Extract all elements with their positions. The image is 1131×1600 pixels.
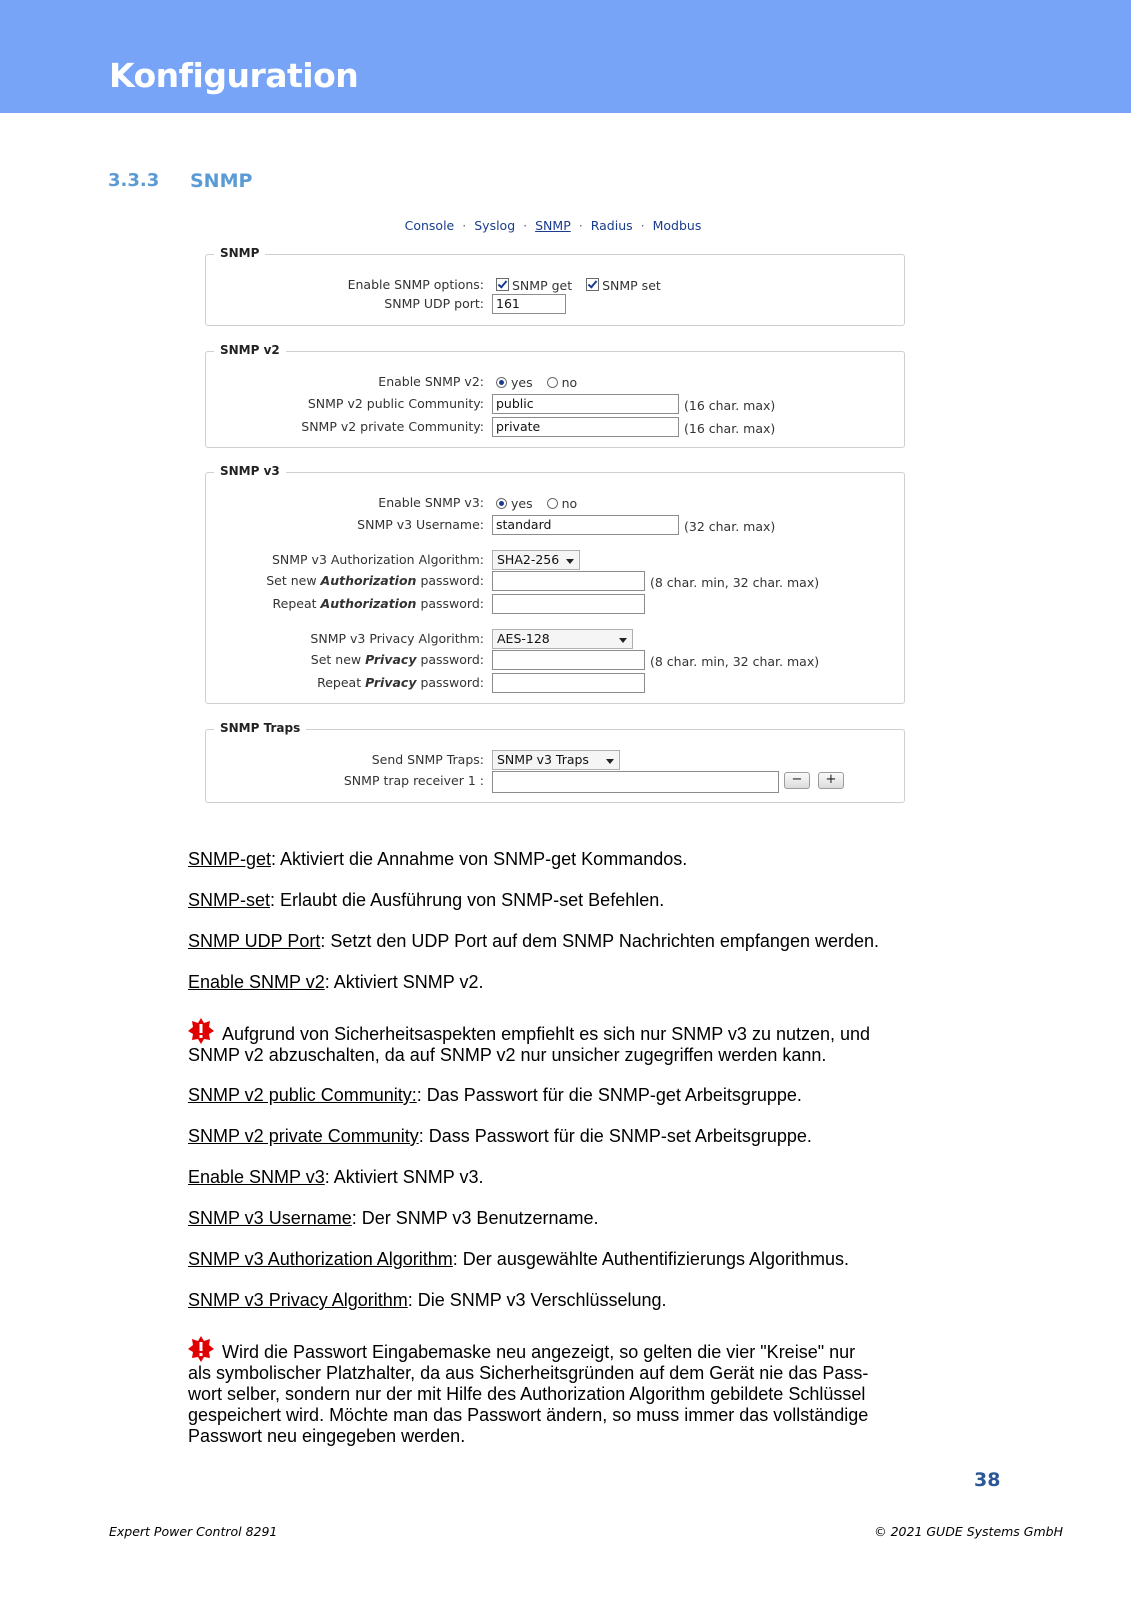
- v3-username-hint: (32 char. max): [684, 519, 776, 534]
- v2-yes-label: yes: [511, 375, 533, 390]
- add-receiver-button[interactable]: +: [818, 772, 844, 789]
- warning-v2: Aufgrund von Sicherheitsaspekten empfiehlt es sich nur SNMP v3 zu nutzen, und SNMP v2 abzuschalten, da auf SNMP v2 nur unsicher zugegriffen werden kann.: [188, 1018, 918, 1066]
- v2-public-input[interactable]: public: [492, 394, 679, 414]
- chevron-down-icon: [619, 638, 627, 643]
- paragraph-enable-v3: Enable SNMP v3: Aktiviert SNMP v3.: [188, 1167, 484, 1187]
- snmp-set-checkbox[interactable]: [586, 278, 599, 291]
- enable-v2-label: Enable SNMP v2:: [378, 374, 484, 389]
- warning-icon: [188, 1336, 214, 1362]
- v3-priv-alg-select[interactable]: [492, 629, 633, 649]
- paragraph-enable-v2: Enable SNMP v2: Aktiviert SNMP v2.: [188, 972, 484, 992]
- v2-yes-radio[interactable]: [496, 377, 507, 388]
- paragraph-v3-auth-alg: SNMP v3 Authorization Algorithm: Der ausgewählte Authentifizierungs Algorithmus.: [188, 1249, 850, 1269]
- v3-priv-alg-value: AES-128: [497, 631, 550, 646]
- snmp-get-label: SNMP get: [512, 278, 573, 293]
- snmp-config-screenshot: [200, 210, 906, 825]
- warning-icon: [188, 1018, 214, 1044]
- send-traps-select[interactable]: [492, 750, 620, 770]
- paragraph-v3-username: SNMP v3 Username: Der SNMP v3 Benutzername.: [188, 1208, 599, 1228]
- v2-private-hint: (16 char. max): [684, 421, 776, 436]
- v3-set-priv-label: Set new Privacy password:: [310, 652, 484, 667]
- paragraph-v2-private: SNMP v2 private Community: Dass Passwort für die SNMP-set Arbeitsgruppe.: [188, 1126, 812, 1146]
- trap-receiver-input[interactable]: [492, 771, 779, 793]
- v3-no-radio[interactable]: [547, 498, 558, 509]
- v3-repeat-priv-label: Repeat Privacy password:: [317, 675, 484, 690]
- chevron-down-icon: [566, 559, 574, 564]
- udp-port-input[interactable]: 161: [492, 294, 566, 314]
- v3-repeat-priv-input[interactable]: [492, 673, 645, 693]
- snmp-set-label: SNMP set: [602, 278, 661, 293]
- v3-set-auth-label: Set new Authorization password:: [266, 573, 484, 588]
- chevron-down-icon: [606, 759, 614, 764]
- v3-auth-hint: (8 char. min, 32 char. max): [650, 575, 820, 590]
- enable-snmp-options-label: Enable SNMP options:: [347, 277, 484, 292]
- v3-username-label: SNMP v3 Username:: [357, 517, 484, 532]
- section-number: 3.3.3: [108, 170, 160, 191]
- footer-product: Expert Power Control 8291: [109, 1524, 278, 1539]
- config-nav: Console · Syslog · SNMP · Radius · Modbus: [404, 218, 702, 233]
- v3-repeat-auth-input[interactable]: [492, 594, 645, 614]
- v3-no-label: no: [561, 496, 578, 511]
- v2-public-hint: (16 char. max): [684, 398, 776, 413]
- nav-syslog[interactable]: Syslog: [474, 218, 516, 233]
- nav-snmp[interactable]: SNMP: [535, 218, 571, 233]
- legend-snmp-traps: SNMP Traps: [214, 721, 306, 735]
- footer-copyright: © 2021 GUDE Systems GmbH: [874, 1524, 1063, 1539]
- legend-snmp: SNMP: [214, 246, 265, 260]
- trap-receiver-label: SNMP trap receiver 1 :: [343, 773, 484, 788]
- v3-set-auth-input[interactable]: [492, 571, 645, 591]
- section-title: SNMP: [190, 170, 253, 192]
- v3-repeat-auth-label: Repeat Authorization password:: [272, 596, 484, 611]
- v3-priv-alg-label: SNMP v3 Privacy Algorithm:: [310, 631, 484, 646]
- chapter-title: Konfiguration: [109, 56, 359, 95]
- paragraph-snmp-set: SNMP-set: Erlaubt die Ausführung von SNMP-set Befehlen.: [188, 890, 665, 910]
- legend-snmp-v3: SNMP v3: [214, 464, 286, 478]
- v3-yes-radio[interactable]: [496, 498, 507, 509]
- v2-private-input[interactable]: private: [492, 417, 679, 437]
- send-traps-label: Send SNMP Traps:: [371, 752, 484, 767]
- v3-yes-label: yes: [511, 496, 533, 511]
- fieldset-snmp-v2: [205, 343, 905, 448]
- nav-console[interactable]: Console: [404, 218, 455, 233]
- v2-no-label: no: [561, 375, 578, 390]
- remove-receiver-button[interactable]: −: [784, 772, 810, 789]
- paragraph-v3-priv-alg: SNMP v3 Privacy Algorithm: Die SNMP v3 Verschlüsselung.: [188, 1290, 667, 1310]
- v3-auth-alg-select[interactable]: [492, 550, 580, 570]
- v3-set-priv-input[interactable]: [492, 650, 645, 670]
- snmp-get-checkbox[interactable]: [496, 278, 509, 291]
- v3-auth-alg-label: SNMP v3 Authorization Algorithm:: [271, 552, 484, 567]
- fieldset-snmp: [205, 246, 905, 326]
- legend-snmp-v2: SNMP v2: [214, 343, 286, 357]
- v3-priv-hint: (8 char. min, 32 char. max): [650, 654, 820, 669]
- fieldset-snmp-traps: [205, 721, 905, 803]
- send-traps-value: SNMP v3 Traps: [497, 752, 589, 767]
- enable-v3-label: Enable SNMP v3:: [378, 495, 484, 510]
- paragraph-udp-port: SNMP UDP Port: Setzt den UDP Port auf dem SNMP Nachrichten empfangen werden.: [188, 931, 879, 951]
- v2-private-label: SNMP v2 private Community:: [301, 419, 484, 434]
- udp-port-label: SNMP UDP port:: [384, 296, 484, 311]
- warning-password-mask: Wird die Passwort Eingabemaske neu angezeigt, so gelten die vier "Kreise" nur als symbolischer Platzhalter, da aus Sicherheitsgründen auf dem Gerät nie das Pass- wort selber, sondern nur der mit Hilfe des Authorization Algorithm gebildete Schlüssel gespeichert wird. Möchte man das Passwort ändern, so muss immer das vollständige Passwort neu eingegeben werden.: [188, 1336, 918, 1447]
- page-number: 38: [974, 1469, 1001, 1491]
- paragraph-v2-public: SNMP v2 public Community:: Das Passwort für die SNMP-get Arbeitsgruppe.: [188, 1085, 802, 1105]
- v3-username-input[interactable]: standard: [492, 515, 679, 535]
- v2-no-radio[interactable]: [547, 377, 558, 388]
- nav-modbus[interactable]: Modbus: [652, 218, 702, 233]
- fieldset-snmp-v3: [205, 464, 905, 704]
- v2-public-label: SNMP v2 public Community:: [307, 396, 484, 411]
- paragraph-snmp-get: SNMP-get: Aktiviert die Annahme von SNMP-get Kommandos.: [188, 849, 688, 869]
- v3-auth-alg-value: SHA2-256: [497, 552, 560, 567]
- nav-radius[interactable]: Radius: [590, 218, 633, 233]
